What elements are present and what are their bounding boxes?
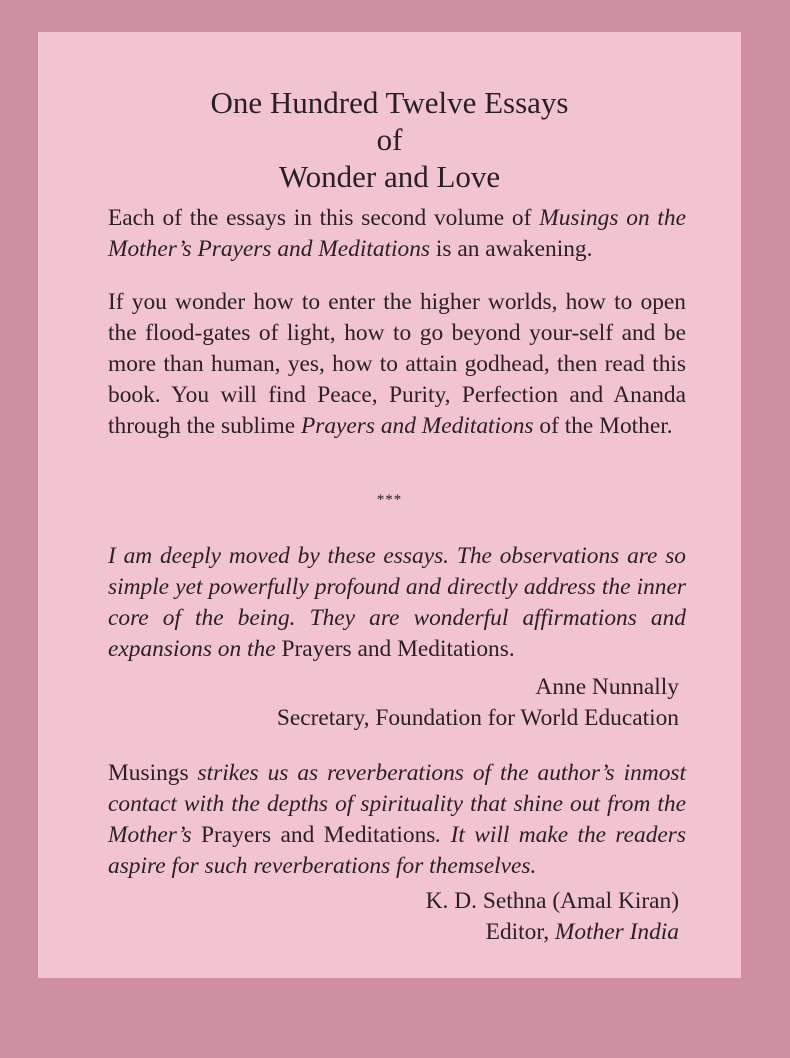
book-title — [38, 84, 741, 195]
quote-1 — [108, 541, 686, 665]
quote-2-text-1: strikes us as reverberations of the author’s inmost contact with the depths of spirituality that shine out from the Mother’s — [108, 760, 686, 848]
title-line-2: of — [376, 122, 403, 157]
intro-text-1: Each of the essays in this second volume of — [108, 205, 540, 231]
invitation-text-1: If you wonder how to enter the higher worlds, how to open the flood-gates of light, how to go beyond your-self and be more than human, yes, how to attain godhead, then read this book. You will find Peace, Purity, Perfection and Ananda through the sublime — [108, 289, 686, 439]
attribution-2-role-prefix: Editor, — [485, 919, 555, 945]
title-line-3: Wonder and Love — [278, 159, 501, 194]
attribution-2-name: K. D. Sethna (Amal Kiran) — [425, 888, 679, 914]
title-line-1: One Hundred Twelve Essays — [210, 85, 569, 120]
intro-paragraph — [108, 203, 686, 265]
intro-book-title: Musings on the Mother’s Prayers and Meditations — [108, 205, 687, 262]
back-cover-panel — [38, 32, 741, 978]
invitation-book-title: Prayers and Meditations — [300, 413, 534, 439]
quote-2-book-title-2: Prayers and Meditations — [200, 822, 436, 848]
quote-1-text-1: I am deeply moved by these essays. The observations are so simple yet powerfully profound and directly address the inner core of the being. They are wonderful affirmations and expansions on the — [108, 543, 686, 662]
attribution-2-publication: Mother India — [554, 919, 679, 945]
intro-text-2: is an awakening. — [430, 236, 593, 262]
attribution-1-name: Anne Nunnally — [535, 674, 679, 700]
attribution-2-role — [426, 917, 679, 948]
quote-2-text-2: . It will make the readers aspire for such reverberations for themselves. — [108, 822, 686, 879]
quote-2-book-title-1: Musings — [108, 760, 189, 786]
attribution-1 — [277, 672, 679, 734]
attribution-2 — [426, 886, 679, 948]
quote-2 — [108, 758, 686, 882]
quote-1-text-2: . — [508, 636, 515, 662]
section-separator: *** — [376, 492, 403, 508]
quote-1-book-title: Prayers and Meditations — [281, 636, 509, 662]
attribution-1-role: Secretary, Foundation for World Education — [276, 705, 679, 731]
invitation-text-2: of the Mother. — [533, 413, 673, 439]
invitation-paragraph — [108, 287, 686, 442]
